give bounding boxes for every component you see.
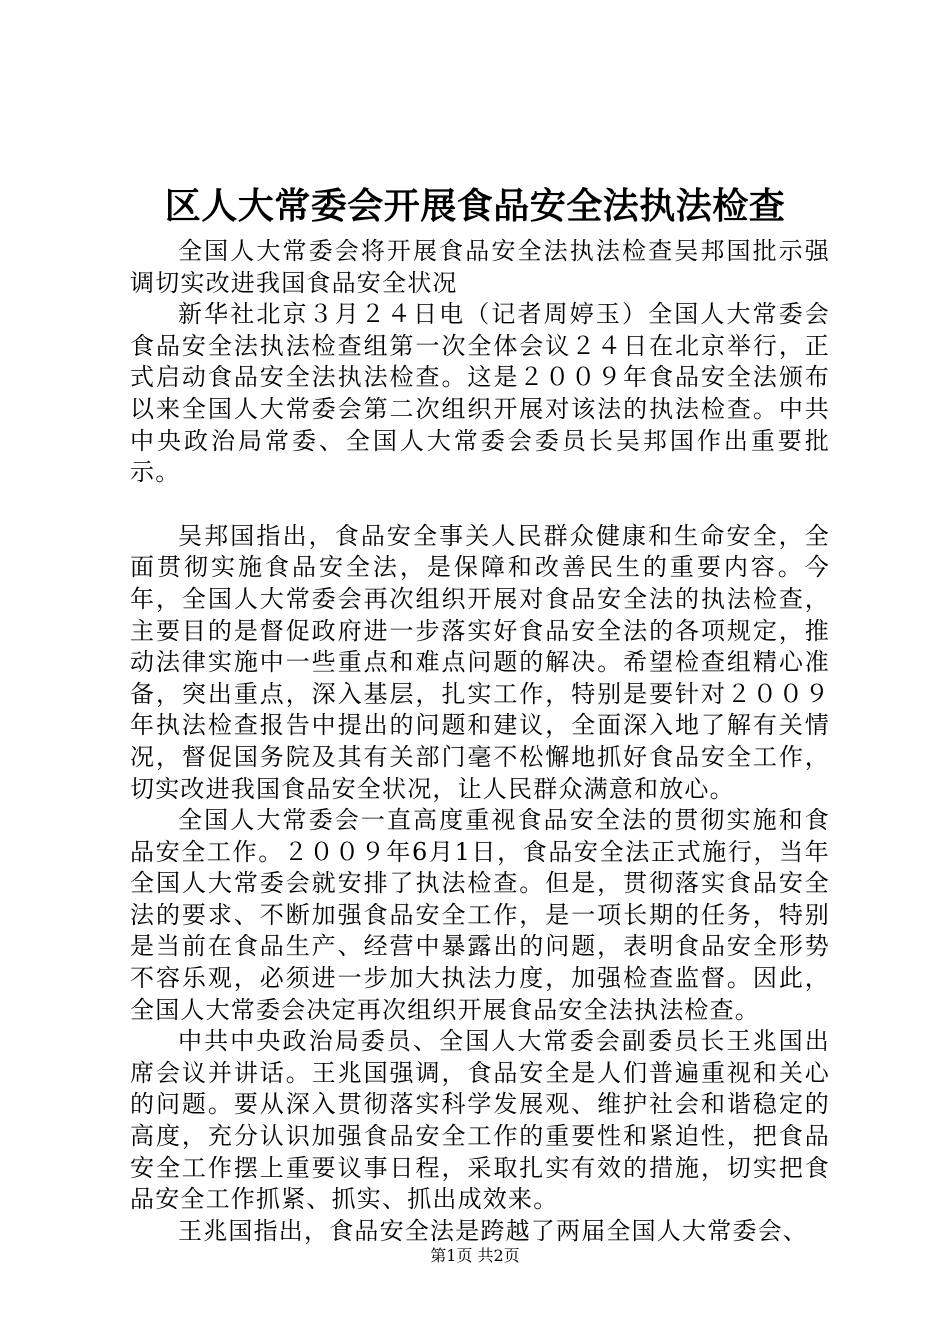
paragraph-news-lead: 新华社北京３月２４日电（记者周婷玉）全国人大常委会食品安全法执法检查组第一次全体会议２４日在北京举行，正式启动食品安全法执法检查。这是２００９年食品安全法颁布以来全国人大常委会第二次组织开展对该法的执法检查。中共中央政治局常委、全国人大常委会委员长吴邦国作出重要批示。 <box>130 300 830 487</box>
document-body <box>130 236 830 1247</box>
paragraph-wang-zhaoguo-speech: 中共中央政治局委员、全国人大常委会副委员长王兆国出席会议并讲话。王兆国强调，食品安全是人们普遍重视和关心的问题。要从深入贯彻落实科学发展观、维护社会和谐稳定的高度，充分认识加强食品安全工作的重要性和紧迫性，把食品安全工作摆上重要议事日程，采取扎实有效的措施，切实把食品安全工作抓紧、抓实、抓出成效来。 <box>130 1027 830 1214</box>
paragraph-wang-zhaoguo-continued: 王兆国指出，食品安全法是跨越了两届全国人大常委会、 <box>178 1216 808 1245</box>
paragraph-wu-bangguo-remarks: 吴邦国指出，食品安全事关人民群众健康和生命安全，全面贯彻实施食品安全法，是保障和改善民生的重要内容。今年，全国人大常委会再次组织开展对食品安全法的执法检查，主要目的是督促政府进一步落实好食品安全法的各项规定，推动法律实施中一些重点和难点问题的解决。希望检查组精心准备，突出重点，深入基层，扎实工作，特别是要针对２００９年执法检查报告中提出的问题和建议，全面深入地了解有关情况，督促国务院及其有关部门毫不松懈地抓好食品安全工作，切实改进我国食品安全状况，让人民群众满意和放心。 <box>130 521 830 803</box>
document-title: 区人大常委会开展食品安全法执法检查 <box>164 185 786 227</box>
page-number-footer: 第1页 共2页 <box>430 1246 520 1265</box>
paragraph-subheading: 全国人大常委会将开展食品安全法执法检查吴邦国批示强调切实改进我国食品安全状况 <box>130 237 830 297</box>
paragraph-npc-background: 全国人大常委会一直高度重视食品安全法的贯彻实施和食品安全工作。２００９年6月1日，食品安全法正式施行，当年全国人大常委会就安排了执法检查。但是，贯彻落实食品安全法的要求、不断加强食品安全工作，是一项长期的任务，特别是当前在食品生产、经营中暴露出的问题，表明食品安全形势不容乐观，必须进一步加大执法力度，加强检查监督。因此，全国人大常委会决定再次组织开展食品安全法执法检查。 <box>130 806 830 1024</box>
